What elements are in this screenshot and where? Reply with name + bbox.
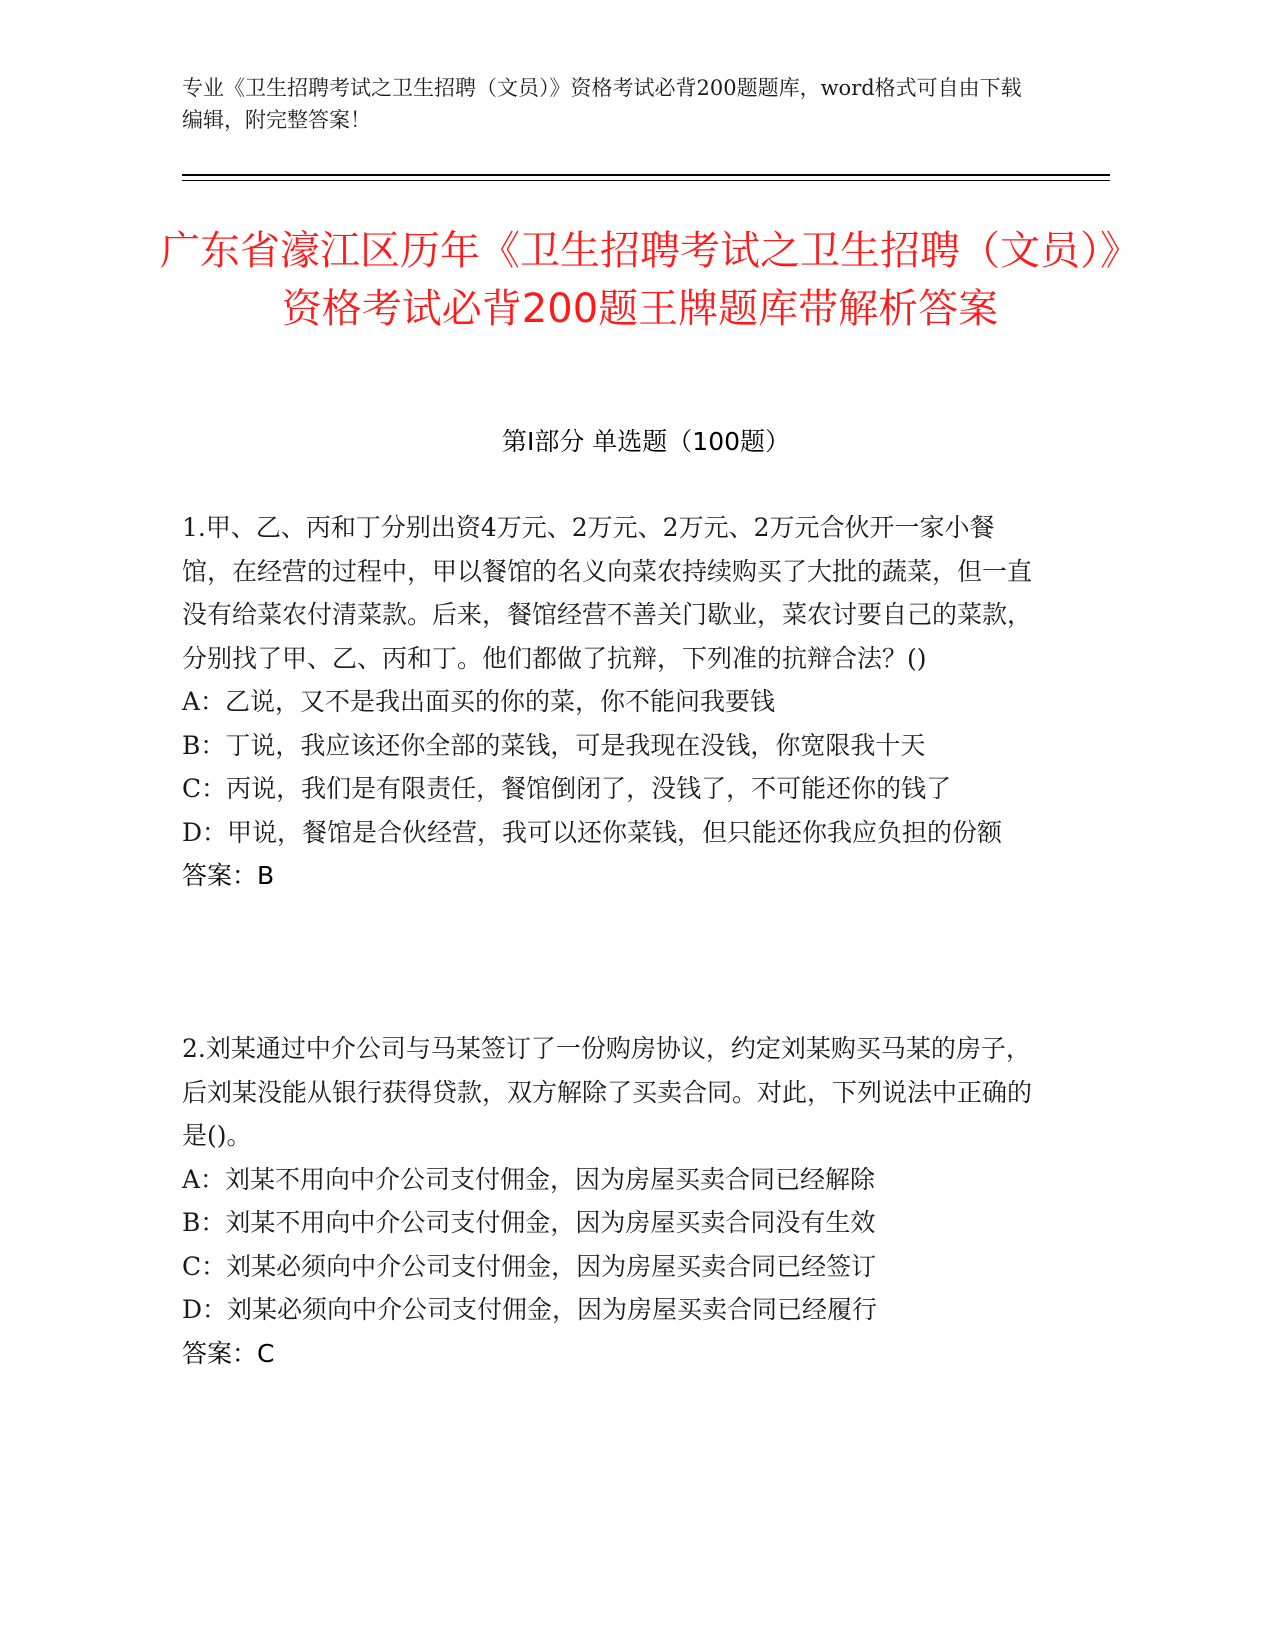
option-d: D：刘某必须向中介公司支付佣金，因为房屋买卖合同已经履行: [182, 1295, 878, 1324]
answer: 答案：B: [182, 861, 275, 890]
option-c: C：刘某必须向中介公司支付佣金，因为房屋买卖合同已经签订: [182, 1251, 877, 1281]
header-divider-thin: [182, 180, 1110, 181]
section-title: 第I部分 单选题（100题）: [501, 427, 791, 456]
question-stem: 2.刘某通过中介公司与马某签订了一份购房协议，约定刘某购买马某的房子，后刘某没能从银行获得贷款，双方解除了买卖合同。对此，下列说法中正确的是()。: [182, 1034, 1033, 1150]
option-a: A：刘某不用向中介公司支付佣金，因为房屋买卖合同已经解除: [182, 1164, 876, 1194]
option-c: C：丙说，我们是有限责任，餐馆倒闭了，没钱了，不可能还你的钱了: [182, 774, 952, 803]
option-a: A：乙说，又不是我出面买的你的菜，你不能问我要钱: [182, 687, 776, 716]
header-note: 专业《卫生招聘考试之卫生招聘（文员）》资格考试必背200题题库，word格式可自由下载编辑，附完整答案！: [182, 76, 1022, 132]
question-1: [182, 506, 1042, 898]
answer: 答案：C: [182, 1338, 275, 1368]
option-b: B：丁说，我应该还你全部的菜钱，可是我现在没钱，你宽限我十天: [182, 730, 926, 760]
header-divider-thick: [182, 174, 1110, 176]
option-d: D：甲说，餐馆是合伙经营，我可以还你菜钱，但只能还你我应负担的份额: [182, 817, 1003, 847]
document-title: 广东省濠江区历年《卫生招聘考试之卫生招聘（文员）》资格考试必背200题王牌题库带解析答案: [160, 228, 1120, 332]
question-stem: 1.甲、乙、丙和丁分别出资4万元、2万元、2万元、2万元合伙开一家小餐馆，在经营的过程中，甲以餐馆的名义向菜农持续购买了大批的蔬菜，但一直没有给菜农付清菜款。后来，餐馆经营不善关门歇业，菜农讨要自己的菜款，分别找了甲、乙、丙和丁。他们都做了抗辩，下列准的抗辩合法？(): [182, 513, 1033, 673]
question-2: [182, 1027, 1042, 1375]
option-b: B：刘某不用向中介公司支付佣金，因为房屋买卖合同没有生效: [182, 1208, 876, 1237]
